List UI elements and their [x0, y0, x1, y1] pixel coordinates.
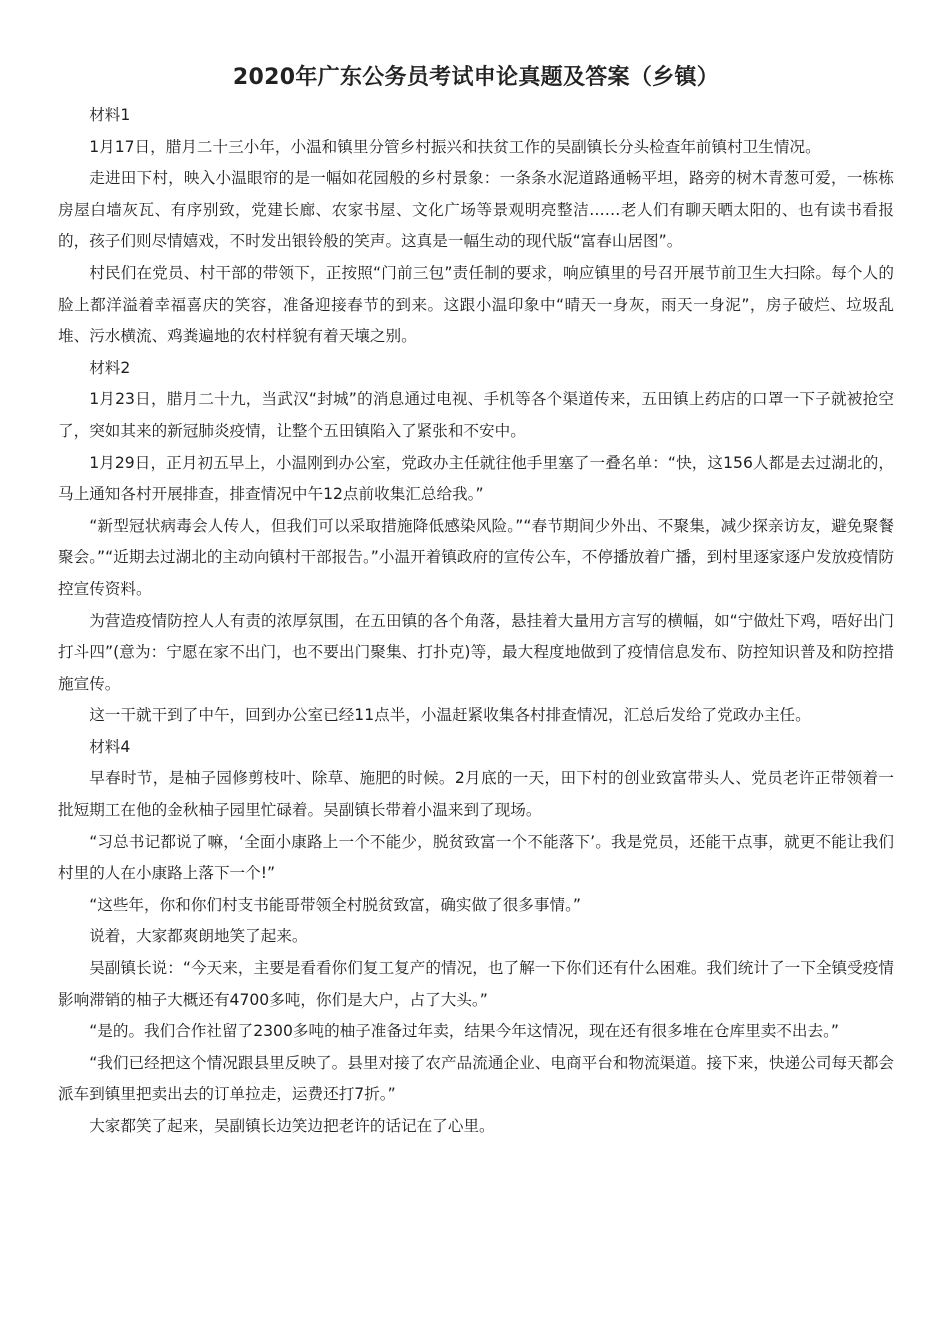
paragraph: “新型冠状病毒会人传人，但我们可以采取措施降低感染风险。”“春节期间少外出、不聚集，减少探亲访友，避免聚餐聚会。”“近期去过湖北的主动向镇村干部报告。”小温开着镇政府的宣传公车，不停播放着广播，到村里逐家逐户发放疫情防控宣传资料。 [58, 516, 894, 598]
section-material-4 [58, 732, 894, 1143]
paragraph: “我们已经把这个情况跟县里反映了。县里对接了农产品流通企业、电商平台和物流渠道。接下来，快递公司每天都会派车到镇里把卖出去的订单拉走，运费还打7折。” [58, 1053, 894, 1104]
document-title: 2020年广东公务员考试申论真题及答案（乡镇） [232, 65, 720, 90]
paragraph: 1月29日，正月初五早上，小温刚到办公室，党政办主任就往他手里塞了一叠名单：“快，这156人都是去过湖北的，马上通知各村开展排查，排查情况中午12点前收集汇总给我。” [58, 453, 894, 504]
section-heading: 材料2 [89, 358, 131, 377]
paragraph: 村民们在党员、村干部的带领下，正按照“门前三包”责任制的要求，响应镇里的号召开展节前卫生大扫除。每个人的脸上都洋溢着幸福喜庆的笑容，准备迎接春节的到来。这跟小温印象中“晴天一身灰，雨天一身泥”，房子破烂、垃圾乱堆、污水横流、鸡粪遍地的农村样貌有着天壤之别。 [58, 263, 894, 346]
document-page [58, 60, 894, 1143]
paragraph: 说着，大家都爽朗地笑了起来。 [89, 927, 308, 946]
paragraph: 这一干就干到了中午，回到办公室已经11点半，小温赶紧收集各村排查情况，汇总后发给了党政办主任。 [89, 706, 811, 725]
paragraph: 为营造疫情防控人人有责的浓厚氛围，在五田镇的各个角落，悬挂着大量用方言写的横幅，如“宁做灶下鸡，唔好出门打斗四”(意为：宁愿在家不出门，也不要出门聚集、打扑克)等，最大程度地做到了疫情信息发布、防控知识普及和防控措施宣传。 [58, 611, 894, 693]
section-heading: 材料1 [89, 106, 131, 124]
paragraph: 大家都笑了起来，吴副镇长边笑边把老许的话记在了心里。 [89, 1117, 495, 1135]
section-heading: 材料4 [89, 737, 131, 756]
paragraph: “这些年，你和你们村支书能哥带领全村脱贫致富，确实做了很多事情。” [89, 895, 581, 914]
paragraph: 早春时节，是柚子园修剪枝叶、除草、施肥的时候。2月底的一天，田下村的创业致富带头人、党员老许正带领着一批短期工在他的金秋柚子园里忙碌着。吴副镇长带着小温来到了现场。 [58, 769, 894, 820]
section-material-1 [58, 100, 894, 353]
paragraph: 1月23日，腊月二十九，当武汉“封城”的消息通过电视、手机等各个渠道传来，五田镇上药店的口罩一下子就被抢空了，突如其来的新冠肺炎疫情，让整个五田镇陷入了紧张和不安中。 [58, 390, 894, 440]
paragraph: “习总书记都说了嘛，‘全面小康路上一个不能少，脱贫致富一个不能落下’。我是党员，还能干点事，就更不能让我们村里的人在小康路上落下一个!” [58, 832, 894, 883]
paragraph: 1月17日，腊月二十三小年，小温和镇里分管乡村振兴和扶贫工作的吴副镇长分头检查年前镇村卫生情况。 [89, 137, 821, 156]
paragraph: 吴副镇长说：“今天来，主要是看看你们复工复产的情况，也了解一下你们还有什么困难。我们统计了一下全镇受疫情影响滞销的柚子大概还有4700多吨，你们是大户，占了大头。” [58, 959, 894, 1009]
paragraph: 走进田下村，映入小温眼帘的是一幅如花园般的乡村景象：一条条水泥道路通畅平坦，路旁的树木青葱可爱，一栋栋房屋白墙灰瓦、有序别致，党建长廊、农家书屋、文化广场等景观明亮整洁……老人们有聊天晒太阳的、也有读书看报的，孩子们则尽情嬉戏，不时发出银铃般的笑声。这真是一幅生动的现代版“富春山居图”。 [58, 169, 894, 251]
paragraph: “是的。我们合作社留了2300多吨的柚子准备过年卖，结果今年这情况，现在还有很多堆在仓库里卖不出去。” [89, 1022, 839, 1041]
section-material-2 [58, 353, 894, 732]
